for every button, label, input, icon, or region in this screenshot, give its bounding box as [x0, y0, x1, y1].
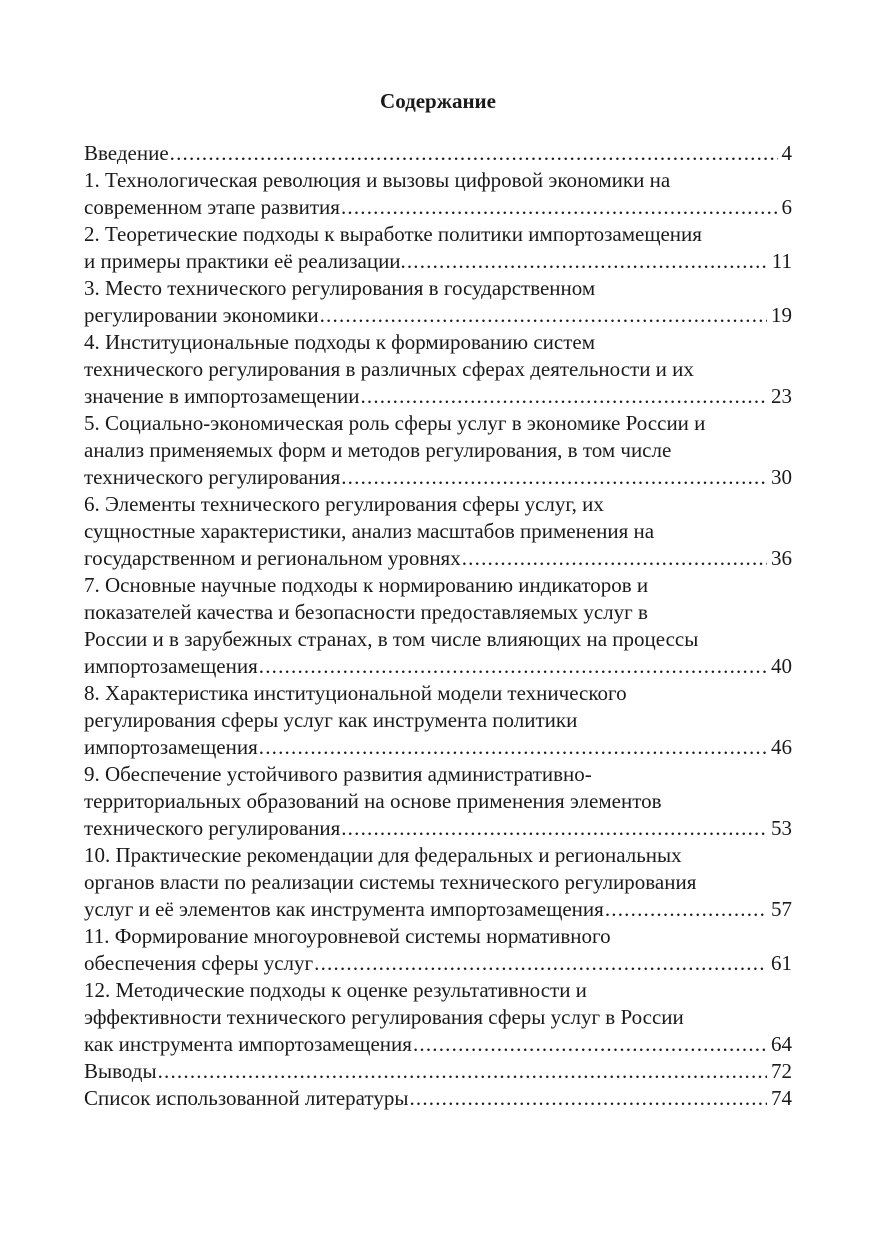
- dot-leader: [320, 302, 767, 329]
- toc-page-number: 4: [781, 141, 792, 165]
- toc-entry-last-line: [84, 815, 792, 842]
- toc-entry-text-line: технического регулирования: [84, 816, 341, 840]
- toc-entry-text-line: территориальных образований на основе применения элементов: [84, 789, 662, 813]
- toc-entry: [84, 923, 792, 977]
- toc-entry-text-line: и примеры практики её реализации.: [84, 249, 406, 273]
- toc-entry-text-line: анализ применяемых форм и методов регулирования, в том числе: [84, 438, 672, 462]
- toc-entry-last-line: [84, 896, 792, 923]
- toc-entry: [84, 1085, 792, 1112]
- toc-entry-last-line: [84, 1085, 792, 1112]
- toc-entry-last-line: [84, 248, 792, 275]
- toc-entry-text-line: 5. Социально-экономическая роль сферы услуг в экономике России и: [84, 411, 706, 435]
- toc-entry-text-line: 7. Основные научные подходы к нормированию индикаторов и: [84, 573, 649, 597]
- dot-leader: [158, 1058, 767, 1085]
- toc-entry-last-line: [84, 1058, 792, 1085]
- toc-entry: [84, 761, 792, 842]
- toc-page-number: 19: [771, 303, 792, 327]
- toc-page-number: 23: [771, 384, 792, 408]
- toc-entry-text-line: современном этапе развития: [84, 195, 340, 219]
- toc-entry-text-line: России и в зарубежных странах, в том числе влияющих на процессы: [84, 627, 699, 651]
- toc-entry-text-line: импортозамещения: [84, 735, 258, 759]
- dot-leader: [170, 140, 778, 167]
- toc-entry-last-line: [84, 194, 792, 221]
- toc-page-number: 36: [771, 546, 792, 570]
- toc-entry: [84, 167, 792, 221]
- table-of-contents: [84, 140, 792, 1112]
- dot-leader: [409, 1085, 767, 1112]
- toc-entry: [84, 329, 792, 410]
- dot-leader: [413, 1031, 767, 1058]
- toc-entry-last-line: [84, 545, 792, 572]
- dot-leader: [462, 545, 767, 572]
- toc-entry-last-line: [84, 302, 792, 329]
- toc-entry-text-line: 4. Институциональные подходы к формированию систем: [84, 330, 596, 354]
- toc-title: Содержание: [380, 89, 496, 113]
- dot-leader: [341, 194, 778, 221]
- toc-page-number: 74: [771, 1086, 792, 1110]
- dot-leader: [407, 248, 768, 275]
- toc-page-number: 53: [771, 816, 792, 840]
- toc-entry-text-line: эффективности технического регулирования сферы услуг в России: [84, 1005, 684, 1029]
- toc-entry-text-line: государственном и региональном уровнях: [84, 546, 461, 570]
- toc-entry-text-line: 12. Методические подходы к оценке результативности и: [84, 978, 587, 1002]
- toc-entry-text-line: показателей качества и безопасности предоставляемых услуг в: [84, 600, 648, 624]
- toc-entry: [84, 572, 792, 680]
- dot-leader: [314, 950, 767, 977]
- toc-entry-text-line: 6. Элементы технического регулирования сферы услуг, их: [84, 492, 604, 516]
- toc-entry-last-line: [84, 950, 792, 977]
- toc-entry: [84, 275, 792, 329]
- dot-leader: [341, 464, 767, 491]
- toc-entry: [84, 977, 792, 1058]
- dot-leader: [341, 815, 767, 842]
- toc-entry-text-line: регулировании экономики: [84, 303, 319, 327]
- toc-entry: [84, 680, 792, 761]
- toc-page-number: 61: [771, 951, 792, 975]
- toc-entry-text-line: органов власти по реализации системы технического регулирования: [84, 870, 697, 894]
- toc-entry-last-line: [84, 653, 792, 680]
- dot-leader: [605, 896, 767, 923]
- toc-entry-text-line: технического регулирования: [84, 465, 341, 489]
- toc-page-number: 11: [771, 249, 792, 273]
- toc-entry-text-line: как инструмента импортозамещения: [84, 1032, 412, 1056]
- toc-page-number: 57: [771, 897, 792, 921]
- toc-entry-text-line: 3. Место технического регулирования в государственном: [84, 276, 596, 300]
- toc-entry: [84, 410, 792, 491]
- toc-entry: [84, 1058, 792, 1085]
- toc-entry-text-line: Введение: [84, 141, 169, 165]
- toc-entry-text-line: обеспечения сферы услуг: [84, 951, 314, 975]
- toc-entry-text-line: 8. Характеристика институциональной модели технического: [84, 681, 627, 705]
- toc-page-number: 64: [771, 1032, 792, 1056]
- toc-entry-text-line: значение в импортозамещении: [84, 384, 360, 408]
- toc-entry-last-line: [84, 734, 792, 761]
- toc-entry-last-line: [84, 1031, 792, 1058]
- toc-entry-text-line: 9. Обеспечение устойчивого развития административно-: [84, 762, 592, 786]
- toc-page-number: 40: [771, 654, 792, 678]
- toc-entry: [84, 221, 792, 275]
- toc-entry-text-line: 10. Практические рекомендации для федеральных и региональных: [84, 843, 682, 867]
- toc-page-number: 30: [771, 465, 792, 489]
- toc-page-number: 6: [781, 195, 792, 219]
- toc-entry-text-line: 11. Формирование многоуровневой системы нормативного: [84, 924, 611, 948]
- toc-entry-last-line: [84, 464, 792, 491]
- toc-page-number: 46: [771, 735, 792, 759]
- toc-entry-text-line: Выводы: [84, 1059, 157, 1083]
- toc-entry-text-line: технического регулирования в различных сферах деятельности и их: [84, 357, 694, 381]
- dot-leader: [259, 734, 767, 761]
- dot-leader: [259, 653, 767, 680]
- toc-entry-last-line: [84, 140, 792, 167]
- toc-entry-text-line: импортозамещения: [84, 654, 258, 678]
- toc-page-number: 72: [771, 1059, 792, 1083]
- toc-entry: [84, 491, 792, 572]
- toc-entry-text-line: Список использованной литературы: [84, 1086, 409, 1110]
- toc-entry-text-line: 1. Технологическая революция и вызовы цифровой экономики на: [84, 168, 671, 192]
- dot-leader: [360, 383, 767, 410]
- toc-entry-text-line: 2. Теоретические подходы к выработке политики импортозамещения: [84, 222, 702, 246]
- toc-entry: [84, 140, 792, 167]
- toc-entry-text-line: услуг и её элементов как инструмента импортозамещения: [84, 897, 604, 921]
- toc-entry-text-line: регулирования сферы услуг как инструмента политики: [84, 708, 578, 732]
- toc-entry-text-line: сущностные характеристики, анализ масштабов применения на: [84, 519, 655, 543]
- toc-entry: [84, 842, 792, 923]
- toc-entry-last-line: [84, 383, 792, 410]
